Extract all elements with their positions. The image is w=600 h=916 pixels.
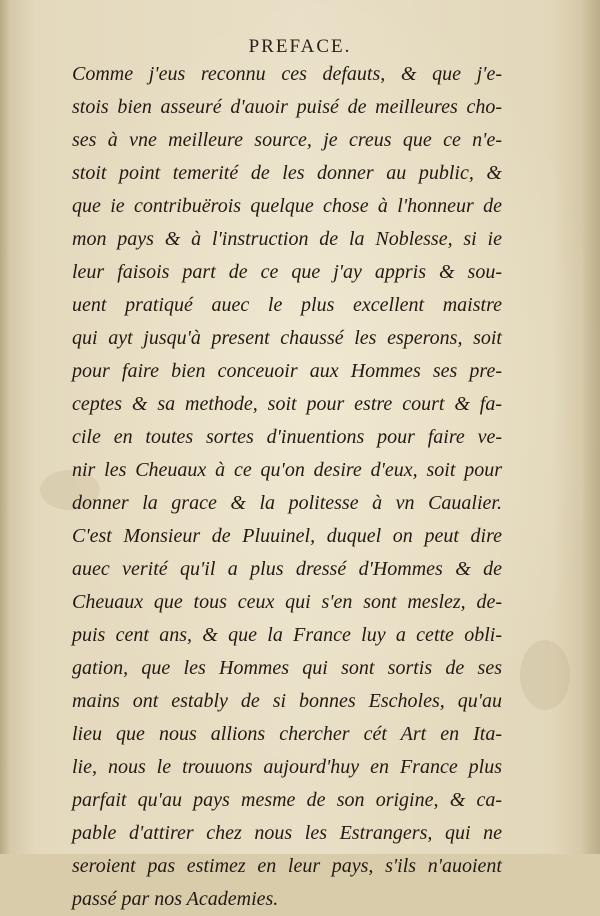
text-line: donner la grace & la politesse à vn Caualier. — [72, 492, 502, 514]
page-edge-shadow-right — [582, 0, 600, 854]
text-line: ceptes & sa methode, soit pour estre court & fa- — [72, 393, 502, 415]
text-line: C'est Monsieur de Pluuinel, duquel on peut dire — [72, 525, 502, 547]
text-line: ses à vne meilleure source, je creus que ce n'e- — [72, 129, 502, 151]
text-line: lie, nous le trouuons aujourd'huy en France plus — [72, 756, 502, 778]
text-line: passé par nos Academies. — [72, 888, 279, 910]
text-line: lieu que nous allions chercher cét Art en Ita- — [72, 723, 502, 745]
text-line: stoit point temerité de les donner au public, & — [72, 162, 502, 184]
text-line: mon pays & à l'instruction de la Noblesse, si ie — [72, 228, 502, 250]
running-head: PREFACE. — [248, 36, 352, 57]
text-line: puis cent ans, & que la France luy a cette obli- — [72, 624, 502, 646]
text-line: que ie contribuërois quelque chose à l'honneur de — [72, 195, 502, 217]
text-line: pour faire bien conceuoir aux Hommes ses pre- — [72, 360, 502, 382]
page-edge-shadow-left — [0, 0, 10, 854]
text-line: nir les Cheuaux à ce qu'on desire d'eux, soit pour — [72, 459, 502, 481]
text-line: auec verité qu'il a plus dressé d'Hommes & de — [72, 558, 502, 580]
text-line: leur faisois part de ce que j'ay appris & sou- — [72, 261, 502, 283]
text-line: mains ont estably de si bonnes Escholes, qu'au — [72, 690, 502, 712]
text-line: gation, que les Hommes qui sont sortis de ses — [72, 657, 502, 679]
text-line: uent pratiqué auec le plus excellent maistre — [72, 294, 502, 316]
paper-stain — [520, 640, 570, 710]
text-line: stois bien asseuré d'auoir puisé de meilleures cho- — [72, 96, 502, 118]
text-line: pable d'attirer chez nous les Estrangers, qui ne — [72, 822, 502, 844]
text-line: parfait qu'au pays mesme de son origine, & ca- — [72, 789, 502, 811]
text-line: Comme j'eus reconnu ces defauts, & que j'e- — [72, 63, 502, 85]
body-text — [72, 58, 502, 916]
text-line: seroient pas estimez en leur pays, s'ils n'auoient — [72, 855, 502, 877]
text-line: cile en toutes sortes d'inuentions pour faire ve- — [72, 426, 502, 448]
text-line: qui ayt jusqu'à present chaussé les esperons, soit — [72, 327, 502, 349]
text-line: Cheuaux que tous ceux qui s'en sont meslez, de- — [72, 591, 502, 613]
